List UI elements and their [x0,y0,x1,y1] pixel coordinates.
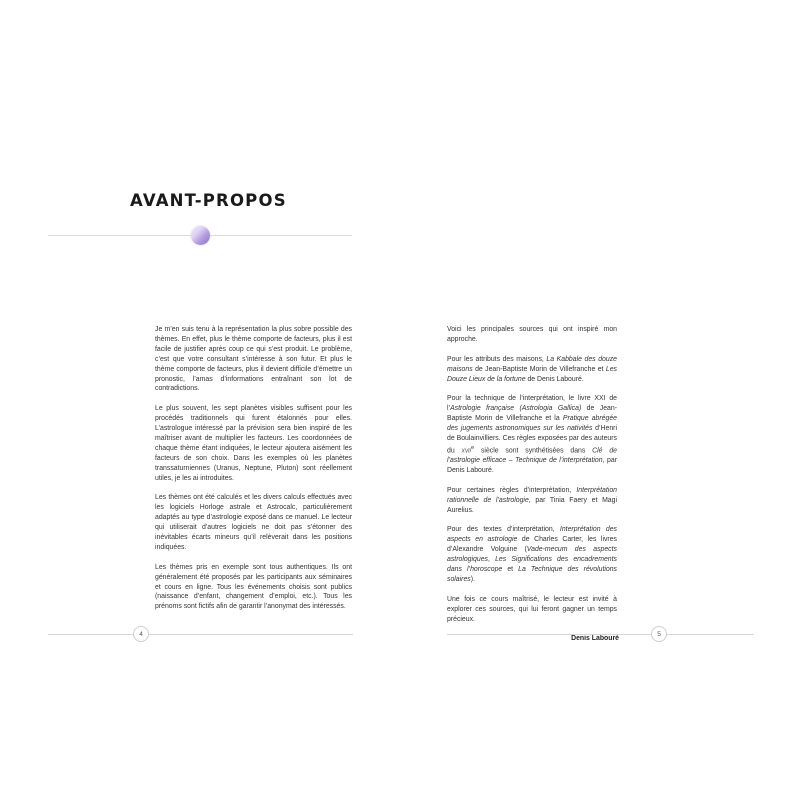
book-title: Clé de l’astrologie efficace – Technique de l’interprétation [447,447,617,465]
text-run: d’Henri de Boulainvilliers. Ces règles exposées par des auteurs du [447,425,617,455]
paragraph: Je m’en suis tenu à la représentation la plus sobre possible des thèmes. En effet, plus le thème comporte de facteurs, plus il est facile de justifier après coup ce qui s’est produit. Le problème, c’est que votre consultant s’intéresse à son futur. Et plus le thème comporte de facteurs, plus il devient difficile d’émettre un pronostic, l’amas d’informations entraînant son lot de contradictions. [155,326,352,393]
paragraph [447,486,617,516]
text-run: , [488,556,496,564]
right-body-text [447,325,617,644]
text-run: , par Denis Labouré. [447,457,617,474]
text-run: Pour certaines règles d’interprétation, [447,486,577,494]
ordinal-suffix: e [470,444,475,451]
paragraph [447,394,617,476]
book-title: Astrologie française (Astrologia Gallica) [450,405,582,413]
text-run: de Jean-Baptiste Morin de Villefranche et la [447,405,618,423]
book-title: Interprétation des aspects en astrologie [447,526,617,544]
text-run: ). [470,575,475,583]
century-numeral: xvii [461,447,471,455]
paragraph [447,355,617,385]
text-run: siècle sont synthétisées dans [474,447,593,455]
paragraph: Les thèmes pris en exemple sont tous authentiques. Ils ont généralement été proposés par les participants aux séminaires et cours en ligne. Tous les événements choisis sont publics (naissance d’enfant, changement d’emploi, etc.). Tous les prénoms sont fictifs afin de garantir l’anonymat des intéressés. [155,563,352,611]
paragraph: Les thèmes ont été calculés et les divers calculs effectués avec les logiciels Horloge astrale et Astrocalc, particulièrement adaptés au type d’astrologie exposé dans ce manuel. Le lecteur qui utiliserait d’autres logiciels ne doit pas s’étonner des inévitables écarts mineurs qu’il relèverait dans les positions indiquées. [155,494,352,551]
purple-orb-icon [191,226,210,245]
footer-divider [447,634,754,635]
book-title: Les Douze Lieux de la fortune [447,365,617,383]
left-body-text [155,325,352,622]
right-page [400,0,800,800]
text-run: , par Tinia Faery et Magi Aurelius. [447,496,617,514]
paragraph: Voici les principales sources qui ont inspiré mon approche. [447,326,617,343]
page-number-badge: 5 [651,626,667,642]
footer-divider [48,634,353,635]
book-title: Pratique abrégée des jugements astronomiques sur les nativités [447,415,617,433]
paragraph: Le plus souvent, les sept planètes visibles suffisent pour les procédés traditionnels qui furent étalonnés pour elles. L’astrologue intéressé par la prévision sera bien inspiré de les maîtriser avant de multiplier les facteurs. Les coordonnées de chaque thème étant indiquées, le lecteur ajoutera aisément les facteurs de son choix. Dans les exemples où les planètes transsaturniennes (Uranus, Neptune, Pluton) sont réellement utiles, je les ai introduites. [155,405,352,482]
text-run: de Charles Carter, les livres d’Alexandre Volguine ( [447,536,617,554]
author-signature: Denis Labouré [571,635,619,643]
text-run: de Denis Labouré. [525,375,584,383]
text-run: Pour les attributs des maisons, [447,355,547,363]
book-title: Vade-mecum des aspects astrologiques [447,546,617,564]
book-title: La Technique des révolutions solaires [447,565,618,583]
book-title: Les Significations des encadrements dans l’horoscope [447,556,617,573]
page-number-badge: 4 [133,626,149,642]
book-title: Interprétation rationnelle de l’astrologie [447,486,617,504]
paragraph: Une fois ce cours maîtrisé, le lecteur est invité à explorer ces sources, qui lui feront gagner un temps précieux. [447,595,617,623]
text-run: Pour des textes d’interprétation, [447,526,560,534]
text-run: et [502,565,519,573]
paragraph [447,525,617,584]
book-title: La Kabbale des douze maisons [447,355,617,373]
text-run: de Jean-Baptiste Morin de Villefranche et [472,365,606,373]
page-title: AVANT-PROPOS [130,191,287,210]
text-run: Pour la technique de l’interprétation, le livre XXI de l’ [447,395,617,413]
